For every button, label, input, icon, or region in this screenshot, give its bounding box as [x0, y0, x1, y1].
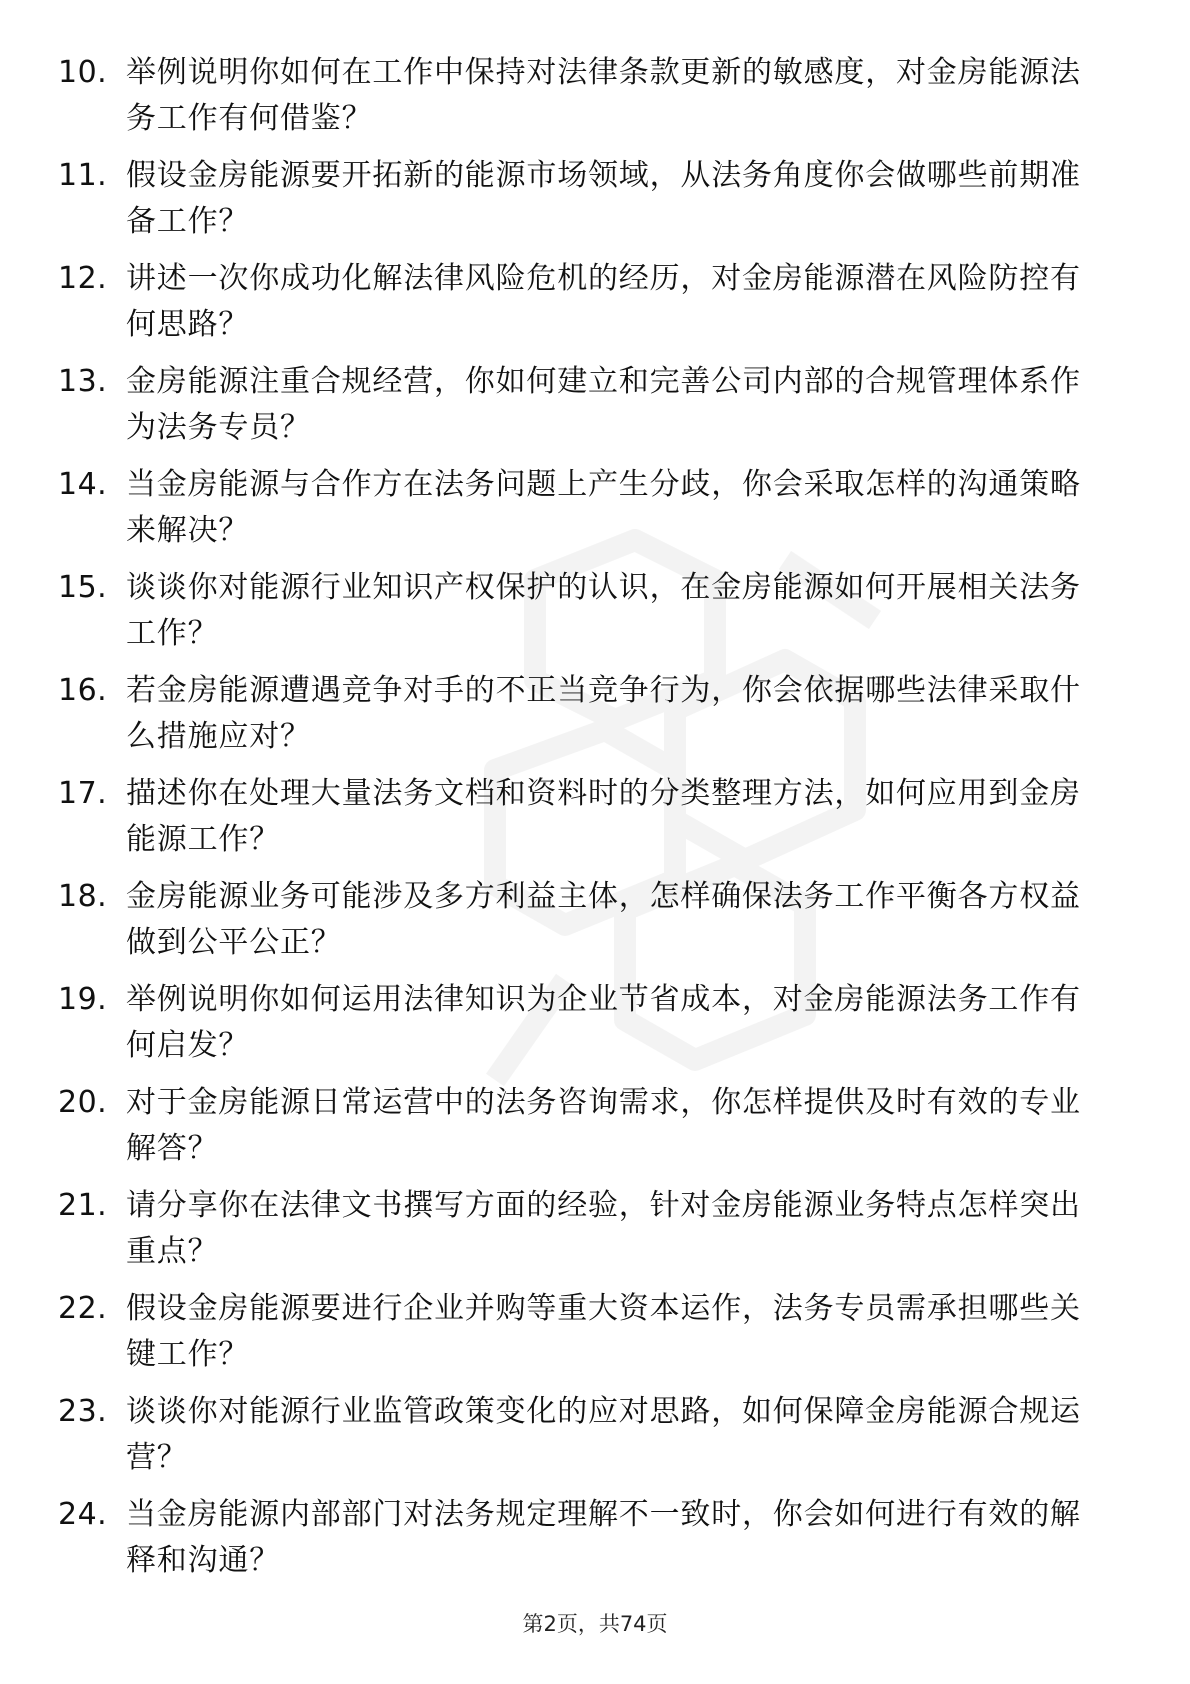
question-text: 举例说明你如何运用法律知识为企业节省成本，对金房能源法务工作有何启发？	[126, 982, 1081, 1063]
question-text: 谈谈你对能源行业监管政策变化的应对思路，如何保障金房能源合规运营？	[126, 1394, 1081, 1475]
question-item-24	[58, 1492, 1108, 1595]
question-text: 金房能源注重合规经营，你如何建立和完善公司内部的合规管理体系作为法务专员？	[126, 364, 1081, 445]
question-text: 若金房能源遭遇竞争对手的不正当竞争行为，你会依据哪些法律采取什么措施应对？	[126, 673, 1081, 754]
question-text: 金房能源业务可能涉及多方利益主体，怎样确保法务工作平衡各方权益做到公平公正？	[126, 879, 1081, 960]
question-text: 描述你在处理大量法务文档和资料时的分类整理方法，如何应用到金房能源工作？	[126, 776, 1081, 857]
question-item-17	[58, 771, 1108, 874]
question-number: 14.	[58, 467, 108, 502]
question-item-19	[58, 977, 1108, 1080]
question-item-10	[58, 50, 1108, 153]
question-item-16	[58, 668, 1108, 771]
page-number-footer: 第2页，共74页	[522, 1612, 668, 1636]
question-text: 假设金房能源要进行企业并购等重大资本运作，法务专员需承担哪些关键工作？	[126, 1291, 1081, 1372]
question-list	[58, 50, 1108, 1595]
question-item-11	[58, 153, 1108, 256]
question-number: 24.	[58, 1497, 108, 1532]
question-text: 讲述一次你成功化解法律风险危机的经历，对金房能源潜在风险防控有何思路？	[126, 261, 1081, 342]
question-number: 13.	[58, 364, 108, 399]
question-item-14	[58, 462, 1108, 565]
question-number: 18.	[58, 879, 108, 914]
question-number: 19.	[58, 982, 108, 1017]
question-text: 当金房能源与合作方在法务问题上产生分歧，你会采取怎样的沟通策略来解决？	[126, 467, 1081, 548]
question-number: 16.	[58, 673, 108, 708]
question-text: 假设金房能源要开拓新的能源市场领域，从法务角度你会做哪些前期准备工作？	[126, 158, 1081, 239]
question-item-12	[58, 256, 1108, 359]
question-number: 11.	[58, 158, 108, 193]
question-text: 谈谈你对能源行业知识产权保护的认识，在金房能源如何开展相关法务工作？	[126, 570, 1081, 651]
question-item-21	[58, 1183, 1108, 1286]
question-number: 22.	[58, 1291, 108, 1326]
question-item-22	[58, 1286, 1108, 1389]
question-number: 21.	[58, 1188, 108, 1223]
question-item-18	[58, 874, 1108, 977]
question-number: 10.	[58, 55, 108, 90]
question-text: 举例说明你如何在工作中保持对法律条款更新的敏感度，对金房能源法务工作有何借鉴？	[126, 55, 1081, 136]
question-number: 15.	[58, 570, 108, 605]
question-number: 23.	[58, 1394, 108, 1429]
question-item-15	[58, 565, 1108, 668]
question-item-13	[58, 359, 1108, 462]
question-number: 17.	[58, 776, 108, 811]
question-text: 请分享你在法律文书撰写方面的经验，针对金房能源业务特点怎样突出重点？	[126, 1188, 1081, 1269]
question-text: 当金房能源内部部门对法务规定理解不一致时，你会如何进行有效的解释和沟通？	[126, 1497, 1081, 1578]
question-text: 对于金房能源日常运营中的法务咨询需求，你怎样提供及时有效的专业解答？	[126, 1085, 1081, 1166]
question-number: 20.	[58, 1085, 108, 1120]
question-item-23	[58, 1389, 1108, 1492]
question-number: 12.	[58, 261, 108, 296]
question-item-20	[58, 1080, 1108, 1183]
